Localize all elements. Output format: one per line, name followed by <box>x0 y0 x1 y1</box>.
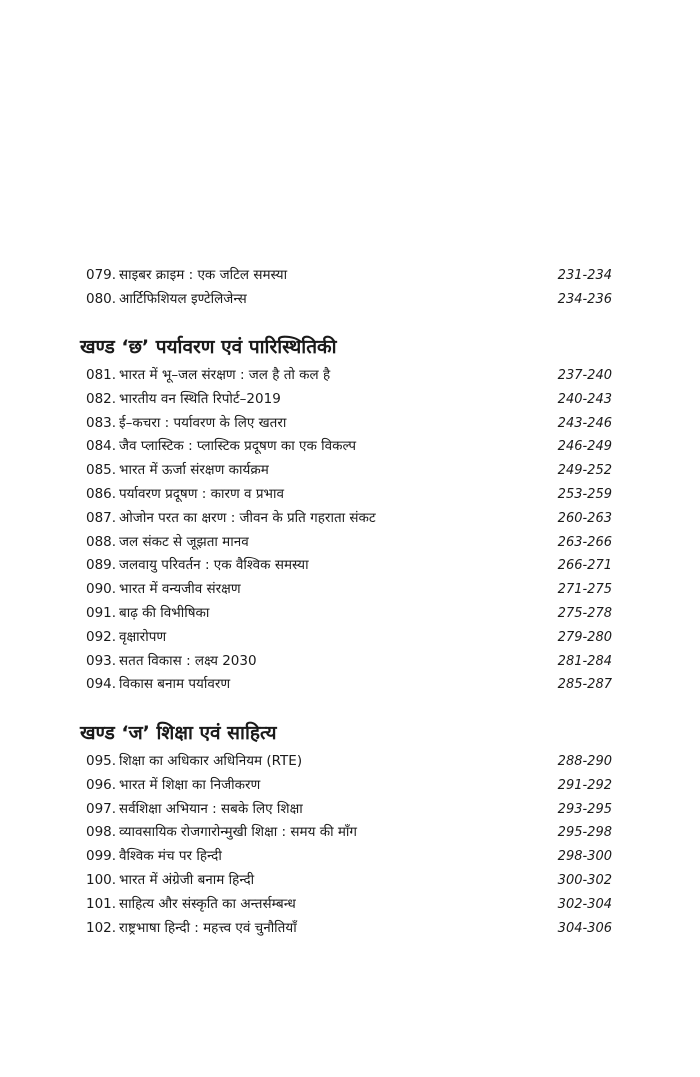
entry-title: विकास बनाम पर्यावरण <box>119 676 231 693</box>
entry-pages: 271-275 <box>557 582 612 598</box>
toc-entry <box>86 798 612 822</box>
toc-entry <box>86 869 612 893</box>
entry-pages: 285-287 <box>557 677 612 693</box>
entry-pages: 298-300 <box>557 849 612 865</box>
entry-number: 099. <box>86 848 117 865</box>
entry-number: 097. <box>86 800 117 817</box>
entry-pages: 231-234 <box>557 268 612 283</box>
toc-entry <box>86 821 612 845</box>
entry-title: जल संकट से जूझता मानव <box>119 533 249 550</box>
entry-number: 083. <box>86 414 117 431</box>
entry-number: 100. <box>86 871 117 888</box>
entry-title: वैश्विक मंच पर हिन्दी <box>119 848 222 865</box>
entry-pages: 249-252 <box>557 463 612 479</box>
entry-number: 089. <box>86 557 117 574</box>
entry-number: 096. <box>86 776 117 793</box>
entry-number: 080. <box>86 290 117 307</box>
entry-title: आर्टिफिशियल इण्टेलिजेन्स <box>119 290 247 307</box>
entry-title: जैव प्लास्टिक : प्लास्टिक प्रदूषण का एक विकल्प <box>119 438 356 455</box>
entry-number: 093. <box>86 652 117 669</box>
entry-title: ई–कचरा : पर्यावरण के लिए खतरा <box>119 414 287 431</box>
toc-intro-block <box>86 264 612 312</box>
toc-entry <box>86 388 612 412</box>
entry-pages: 275-278 <box>557 605 612 621</box>
toc-entry <box>86 264 612 288</box>
entry-number: 090. <box>86 581 117 598</box>
entry-pages: 281-284 <box>557 653 612 669</box>
entry-pages: 234-236 <box>557 291 612 307</box>
entry-title: वृक्षारोपण <box>119 628 167 645</box>
entry-title: सतत विकास : लक्ष्य 2030 <box>119 652 257 669</box>
toc-entry <box>86 602 612 626</box>
entry-title: शिक्षा का अधिकार अधिनियम (RTE) <box>119 753 303 769</box>
entry-number: 101. <box>86 895 117 912</box>
toc-entry <box>86 845 612 869</box>
entry-title: भारत में भू–जल संरक्षण : जल है तो कल है <box>119 367 331 383</box>
toc-entry <box>86 531 612 555</box>
toc-entry <box>86 917 612 941</box>
entry-pages: 288-290 <box>557 754 612 769</box>
entry-number: 082. <box>86 390 117 407</box>
entry-pages: 237-240 <box>557 368 612 383</box>
entry-title: साइबर क्राइम : एक जटिल समस्या <box>119 267 288 283</box>
entry-number: 084. <box>86 438 117 455</box>
entry-number: 091. <box>86 604 117 621</box>
entry-pages: 263-266 <box>557 534 612 550</box>
entry-pages: 253-259 <box>557 486 612 502</box>
entry-title: भारत में शिक्षा का निजीकरण <box>119 776 261 793</box>
entry-number: 079. <box>86 267 117 283</box>
entry-title: जलवायु परिवर्तन : एक वैश्विक समस्या <box>119 557 309 574</box>
toc-entry <box>86 673 612 697</box>
toc-entry <box>86 412 612 436</box>
toc-entry <box>86 626 612 650</box>
entry-pages: 246-249 <box>557 439 612 455</box>
entry-number: 088. <box>86 533 117 550</box>
toc-entry <box>86 507 612 531</box>
entry-title: साहित्य और संस्कृति का अन्तर्सम्बन्ध <box>119 895 296 912</box>
toc-entry <box>86 435 612 459</box>
entry-pages: 266-271 <box>557 558 612 574</box>
entry-pages: 293-295 <box>557 801 612 817</box>
entry-title: भारत में ऊर्जा संरक्षण कार्यक्रम <box>119 462 269 479</box>
entry-title: सर्वशिक्षा अभियान : सबके लिए शिक्षा <box>119 800 303 817</box>
toc-section-environment <box>86 364 612 697</box>
entry-pages: 243-246 <box>557 415 612 431</box>
entry-number: 102. <box>86 919 117 936</box>
entry-pages: 304-306 <box>557 920 612 936</box>
entry-number: 098. <box>86 824 117 841</box>
toc-entry <box>86 893 612 917</box>
entry-pages: 302-304 <box>557 896 612 912</box>
toc-entry <box>86 288 612 312</box>
entry-title: बाढ़ की विभीषिका <box>119 604 210 621</box>
toc-section-education <box>86 750 612 940</box>
entry-title: भारतीय वन स्थिति रिपोर्ट–2019 <box>119 390 281 407</box>
entry-title: ओजोन परत का क्षरण : जीवन के प्रति गहराता संकट <box>119 509 376 526</box>
toc-entry <box>86 578 612 602</box>
section-heading-environment: खण्ड ‘छ’ पर्यावरण एवं पारिस्थितिकी <box>80 336 337 358</box>
entry-title: राष्ट्रभाषा हिन्दी : महत्त्व एवं चुनौतियाँ <box>119 919 297 936</box>
entry-number: 087. <box>86 509 117 526</box>
entry-number: 085. <box>86 462 117 479</box>
toc-entry <box>86 650 612 674</box>
toc-entry <box>86 774 612 798</box>
entry-title: पर्यावरण प्रदूषण : कारण व प्रभाव <box>119 485 285 502</box>
entry-number: 081. <box>86 367 117 383</box>
toc-entry <box>86 483 612 507</box>
entry-title: भारत में वन्यजीव संरक्षण <box>119 581 241 598</box>
toc-entry <box>86 364 612 388</box>
toc-entry <box>86 459 612 483</box>
toc-entry <box>86 750 612 774</box>
entry-number: 094. <box>86 676 117 693</box>
entry-number: 086. <box>86 485 117 502</box>
entry-pages: 295-298 <box>557 825 612 841</box>
entry-title: भारत में अंग्रेजी बनाम हिन्दी <box>119 871 255 888</box>
entry-pages: 300-302 <box>557 872 612 888</box>
entry-number: 092. <box>86 628 117 645</box>
section-heading-education: खण्ड ‘ज’ शिक्षा एवं साहित्य <box>80 722 277 744</box>
entry-pages: 291-292 <box>557 777 612 793</box>
entry-number: 095. <box>86 753 117 769</box>
entry-pages: 279-280 <box>557 629 612 645</box>
entry-pages: 260-263 <box>557 510 612 526</box>
entry-pages: 240-243 <box>557 391 612 407</box>
entry-title: व्यावसायिक रोजगारोन्मुखी शिक्षा : समय की माँग <box>119 824 358 841</box>
toc-entry <box>86 554 612 578</box>
